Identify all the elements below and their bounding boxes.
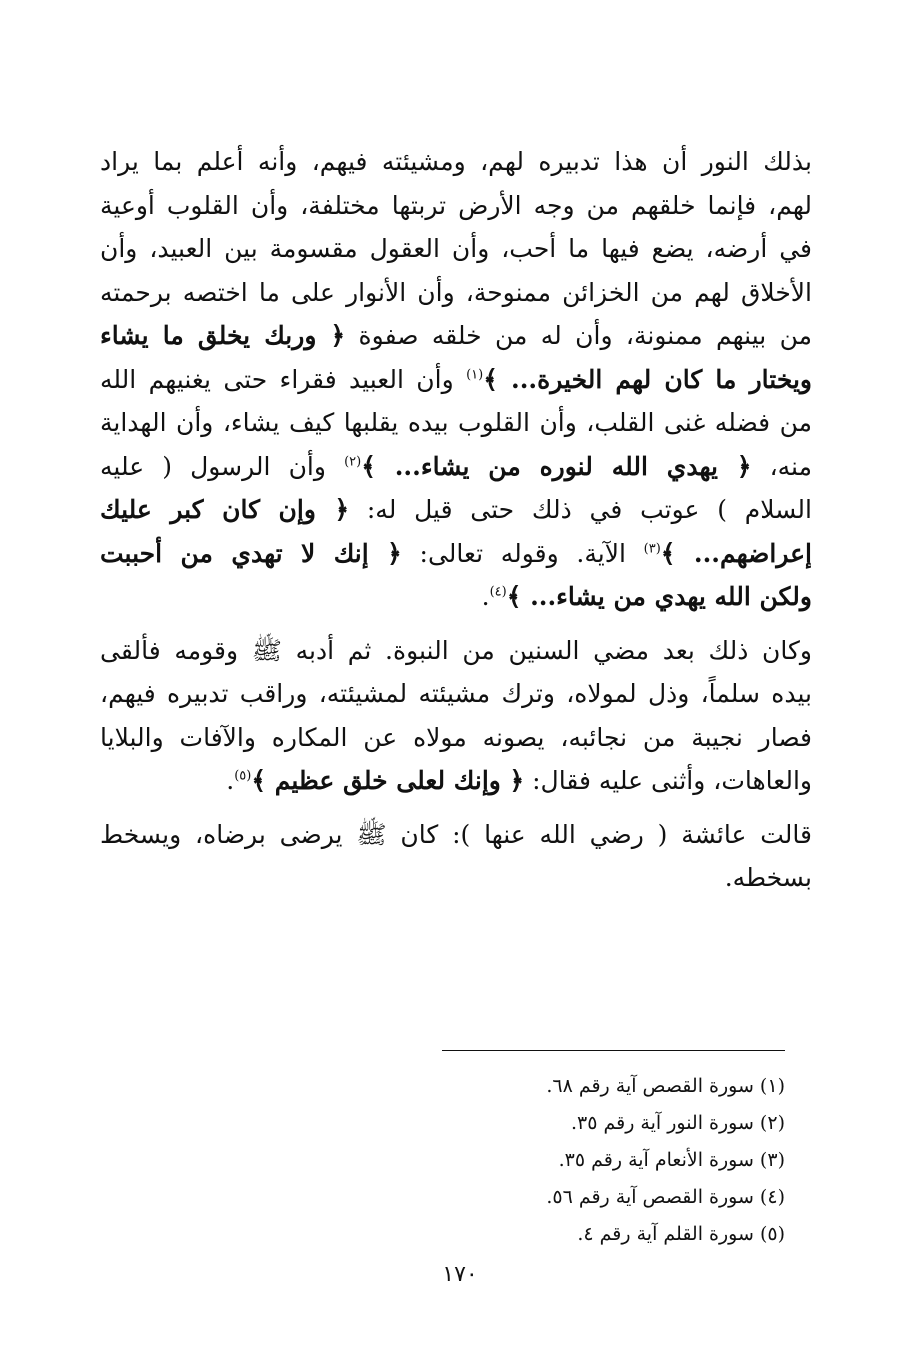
footnote-ref: (٣) (643, 541, 661, 557)
text-line (100, 140, 812, 184)
text-line (100, 314, 812, 358)
text-run: بسخطه. (724, 863, 812, 892)
footnote-divider (442, 1050, 785, 1051)
footnote: (١) سورة القصص آية رقم ٦٨. (546, 1075, 785, 1097)
footnote-ref: (٤) (489, 584, 507, 600)
text-run: بذلك النور أن هذا تدبيره لهم، ومشيئته فيهم، وأنه أعلم بما يراد (100, 147, 812, 176)
quran-quote: ﴿ وإنك لعلى خلق عظيم ﴾ (251, 766, 525, 795)
text-run: السلام ) عوتب في ذلك حتى قيل له: (349, 495, 812, 524)
footnote: (٣) سورة الأنعام آية رقم ٣٥. (558, 1149, 785, 1171)
text-run: فصار نجيبة من نجائبه، يصونه مولاه عن المكاره والآفات والبلايا (100, 722, 812, 752)
text-run: من بينهم ممنونة، وأن له من خلقه صفوة (345, 321, 812, 350)
text-line (100, 813, 812, 857)
text-run: منه، (751, 451, 812, 481)
text-line (100, 445, 812, 489)
text-line (100, 575, 812, 619)
paragraph-1 (100, 140, 812, 619)
text-run: في أرضه، يضع فيها ما أحب، وأن العقول مقسومة بين العبيد، وأن (100, 234, 812, 263)
text-run: وكان ذلك بعد مضي السنين من النبوة. ثم أدبه ﷺ وقومه فألقى (100, 635, 812, 665)
footnote: (٤) سورة القصص آية رقم ٥٦. (546, 1186, 785, 1208)
text-line (100, 184, 812, 228)
text-line (100, 672, 812, 716)
text-run: لهم، فإنما خلقهم من وجه الأرض تربتها مختلفة، وأن القلوب أوعية (100, 190, 812, 220)
text-line (100, 532, 812, 576)
text-run: وأن الرسول ( عليه (100, 451, 345, 481)
quran-quote: ولكن الله يهدي من يشاء... ﴾ (506, 582, 812, 611)
footnote-ref: (٢) (344, 454, 362, 470)
text-line (100, 856, 812, 900)
paragraph-3 (100, 813, 812, 900)
footnote-ref: (٥) (234, 768, 252, 784)
text-line (100, 271, 812, 315)
text-line (100, 358, 812, 402)
quran-quote: ﴿ وربك يخلق ما يشاء (100, 321, 346, 350)
text-line (100, 759, 812, 803)
footnote-ref: (١) (466, 367, 484, 383)
text-line (100, 401, 812, 445)
footnote: (٥) سورة القلم آية رقم ٤. (577, 1223, 785, 1245)
text-run: بيده سلماً، وذل لمولاه، وترك مشيئته لمشيئته، وراقب تدبيره فيهم، (100, 679, 812, 708)
text-line (100, 716, 812, 760)
text-run: الآية. وقوله تعالى: (401, 538, 644, 568)
quran-quote: إعراضهم... ﴾ (660, 538, 812, 568)
paragraph-2 (100, 629, 812, 803)
text-run: . (226, 766, 235, 795)
page-number: ١٧٠ (442, 1262, 478, 1287)
text-run: الأخلاق لهم من الخزائن ممنوحة، وأن الأنوار على ما اختصه برحمته (100, 277, 812, 307)
text-run: قالت عائشة ( رضي الله عنها ): كان ﷺ يرضى برضاه، ويسخط (100, 819, 812, 849)
quran-quote: ﴿ وإن كان كبر عليك (100, 495, 350, 524)
text-run: وأن العبيد فقراء حتى يغنيهم الله (100, 364, 467, 394)
text-run: والعاهات، وأثنى عليه فقال: (524, 766, 812, 795)
quran-quote: ﴿ يهدي الله لنوره من يشاء... ﴾ (361, 451, 752, 481)
text-run: . (481, 582, 490, 611)
body-text (100, 140, 812, 910)
text-run: من فضله غنى القلب، وأن القلوب بيده يقلبها كيف يشاء، وأن الهداية (100, 408, 812, 437)
footnotes (442, 1068, 785, 1253)
text-line (100, 488, 812, 532)
text-line (100, 227, 812, 271)
text-line (100, 629, 812, 673)
quran-quote: ويختار ما كان لهم الخيرة... ﴾ (483, 364, 812, 394)
quran-quote: ﴿ إنك لا تهدي من أحببت (100, 538, 402, 568)
footnote: (٢) سورة النور آية رقم ٣٥. (570, 1112, 785, 1134)
